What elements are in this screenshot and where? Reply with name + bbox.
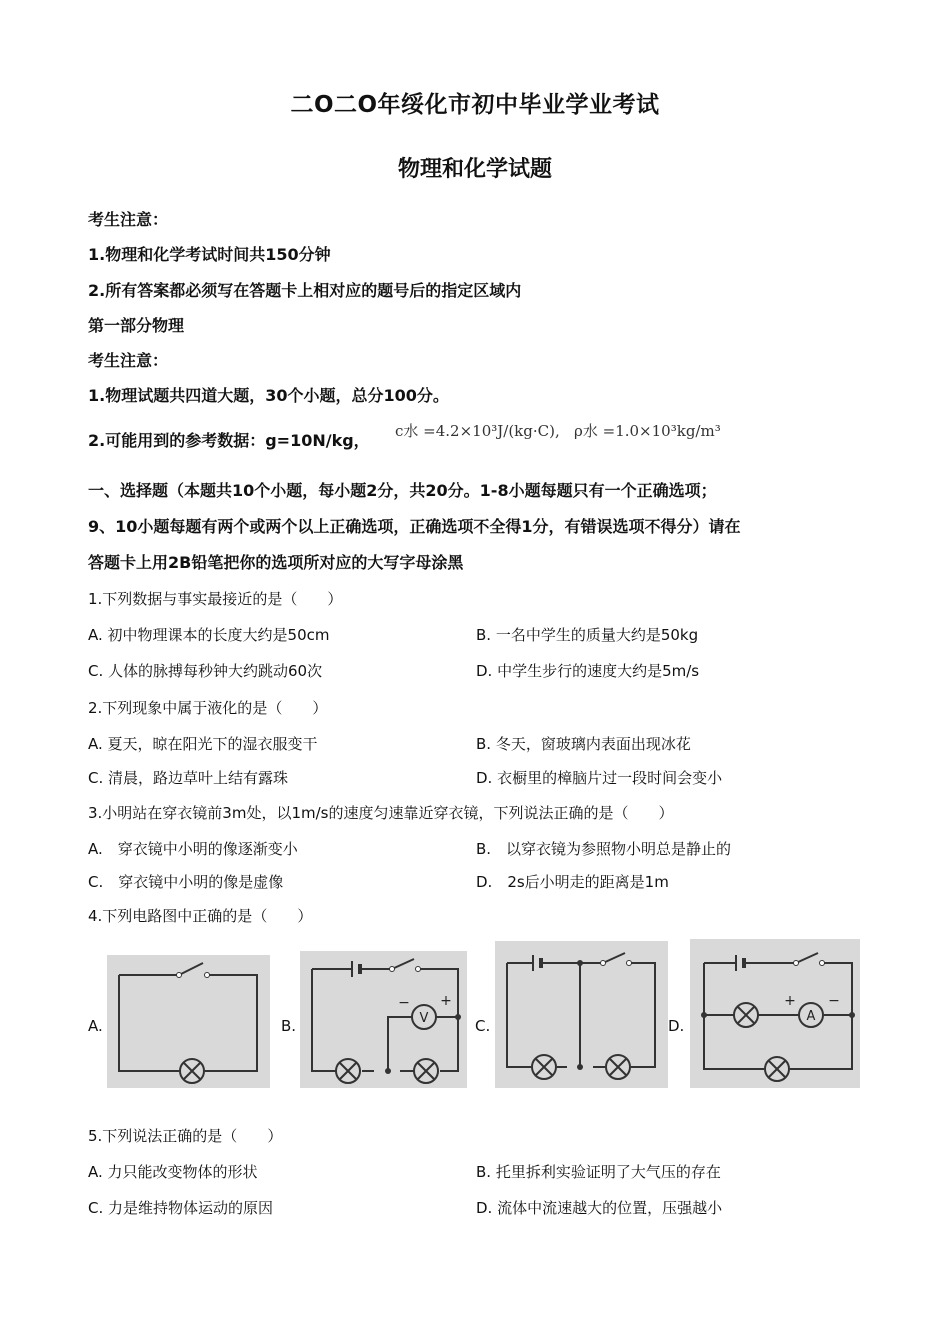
formula-specific-heat: c水 =4.2×10³J/(kg·C) xyxy=(395,422,555,440)
question-3-option-a[interactable]: A. 穿衣镜中小明的像逐渐变小 xyxy=(88,840,298,858)
circuit-c-diagram[interactable] xyxy=(495,941,668,1088)
section-instructions-2: 9、10小题每题有两个或两个以上正确选项，正确选项不全得1分，有错误选项不得分）请在 xyxy=(88,517,741,536)
circuit-c-svg xyxy=(495,941,668,1088)
question-5-option-c[interactable]: C. 力是维持物体运动的原因 xyxy=(88,1199,274,1217)
question-4-option-a[interactable]: A. xyxy=(88,1017,103,1035)
question-5-option-b[interactable]: B. 托里拆利实验证明了大气压的存在 xyxy=(476,1163,721,1181)
section-instructions-3: 答题卡上用2B铅笔把你的选项所对应的大写字母涂黑 xyxy=(88,553,464,572)
question-3-option-b[interactable]: B. 以穿衣镜为参照物小明总是静止的 xyxy=(476,840,732,858)
circuit-a-diagram[interactable] xyxy=(107,955,270,1088)
circuit-a-svg xyxy=(107,955,270,1088)
circuit-b-diagram[interactable] xyxy=(300,951,467,1088)
question-1-option-c[interactable]: C. 人体的脉搏每秒钟大约跳动60次 xyxy=(88,662,323,680)
ammeter-plus: + xyxy=(784,993,796,1009)
circuit-d-svg xyxy=(690,939,860,1088)
question-2-stem: 2.下列现象中属于液化的是（ ） xyxy=(88,699,328,717)
question-3-option-c[interactable]: C. 穿衣镜中小明的像是虚像 xyxy=(88,873,284,891)
exam-title: 二O二O年绥化市初中毕业学业考试 xyxy=(290,92,660,118)
voltmeter-plus: + xyxy=(440,993,452,1009)
question-5-stem: 5.下列说法正确的是（ ） xyxy=(88,1127,283,1145)
notice-item-1: 1.物理和化学考试时间共150分钟 xyxy=(88,245,331,264)
formula-density: ρ水 =1.0×10³kg/m³ xyxy=(574,422,721,440)
circuit-b-svg xyxy=(300,951,467,1088)
notice-heading: 考生注意： xyxy=(88,210,169,229)
notice-item-2: 2.所有答案都必须写在答题卡上相对应的题号后的指定区域内 xyxy=(88,281,522,300)
question-2-option-b[interactable]: B. 冬天，窗玻璃内表面出现冰花 xyxy=(476,735,691,753)
question-3-option-d[interactable]: D. 2s后小明走的距离是1m xyxy=(476,873,669,891)
reference-formulas: c水 =4.2×10³J/(kg·C), ρ水 =1.0×10³kg/m³ xyxy=(395,422,721,440)
question-4-option-d[interactable]: D. xyxy=(668,1017,685,1035)
question-3-stem: 3.小明站在穿衣镜前3m处，以1m/s的速度匀速靠近穿衣镜，下列说法正确的是（ ） xyxy=(88,804,674,822)
question-2-option-d[interactable]: D. 衣橱里的樟脑片过一段时间会变小 xyxy=(476,769,723,787)
question-2-option-a[interactable]: A. 夏天，晾在阳光下的湿衣服变干 xyxy=(88,735,318,753)
part-heading: 第一部分物理 xyxy=(88,316,185,335)
voltmeter-symbol: V xyxy=(419,1011,429,1026)
part-notice-item-2: 2.可能用到的参考数据：g=10N/kg， xyxy=(88,431,370,450)
question-2-option-c[interactable]: C. 清晨，路边草叶上结有露珠 xyxy=(88,769,289,787)
question-5-option-a[interactable]: A. 力只能改变物体的形状 xyxy=(88,1163,258,1181)
question-4-option-c[interactable]: C. xyxy=(475,1017,491,1035)
question-4-option-b[interactable]: B. xyxy=(281,1017,297,1035)
question-1-option-d[interactable]: D. 中学生步行的速度大约是5m/s xyxy=(476,662,700,680)
question-1-option-a[interactable]: A. 初中物理课本的长度大约是50cm xyxy=(88,626,330,644)
part-notice-item-1: 1.物理试题共四道大题，30个小题，总分100分。 xyxy=(88,386,449,405)
ammeter-symbol: A xyxy=(806,1009,816,1024)
question-1-stem: 1.下列数据与事实最接近的是（ ） xyxy=(88,590,343,608)
voltmeter-minus: − xyxy=(398,995,410,1011)
question-4-stem: 4.下列电路图中正确的是（ ） xyxy=(88,907,313,925)
part-notice-heading: 考生注意： xyxy=(88,351,169,370)
question-1-option-b[interactable]: B. 一名中学生的质量大约是50kg xyxy=(476,626,699,644)
exam-subtitle: 物理和化学试题 xyxy=(397,157,552,182)
question-5-option-d[interactable]: D. 流体中流速越大的位置，压强越小 xyxy=(476,1199,723,1217)
circuit-d-diagram[interactable] xyxy=(690,939,860,1088)
ammeter-minus: − xyxy=(828,993,840,1009)
section-instructions-1: 一、选择题（本题共10个小题，每小题2分，共20分。1-8小题每题只有一个正确选项； xyxy=(88,481,717,500)
